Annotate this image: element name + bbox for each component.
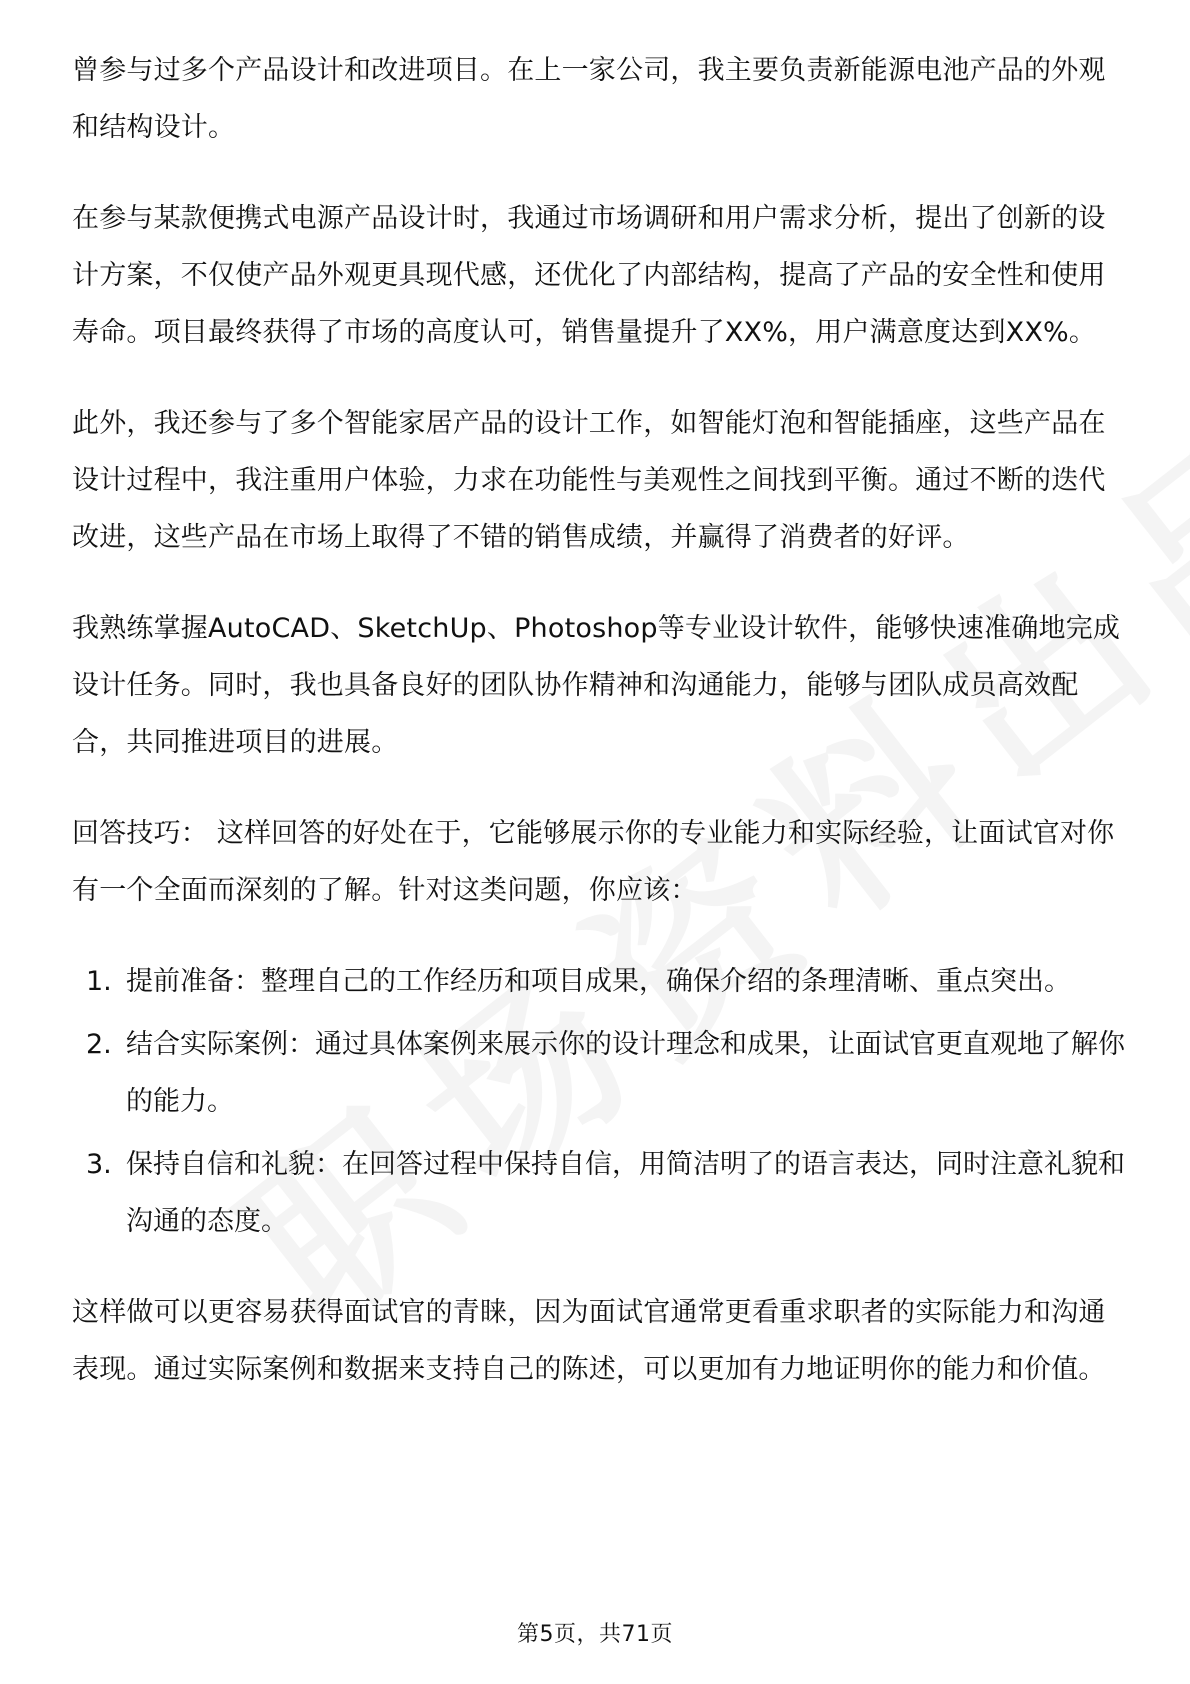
paragraph-experience-intro: 曾参与过多个产品设计和改进项目。在上一家公司，我主要负责新能源电池产品的外观和结构设计。: [72, 55, 1106, 143]
list-item-text: 保持自信和礼貌：在回答过程中保持自信，用简洁明了的语言表达，同时注意礼貌和沟通的态度。: [126, 1149, 1125, 1237]
list-item-text: 提前准备：整理自己的工作经历和项目成果，确保介绍的条理清晰、重点突出。: [126, 966, 1071, 997]
paragraph-conclusion: 这样做可以更容易获得面试官的青睐，因为面试官通常更看重求职者的实际能力和沟通表现。通过实际案例和数据来支持自己的陈述，可以更加有力地证明你的能力和价值。: [72, 1297, 1106, 1385]
list-item: [72, 953, 1128, 1010]
list-item-number: 2.: [86, 1029, 112, 1060]
paragraph-smart-home-projects: 此外，我还参与了多个智能家居产品的设计工作，如智能灯泡和智能插座，这些产品在设计过程中，我注重用户体验，力求在功能性与美观性之间找到平衡。通过不断的迭代改进，这些产品在市场上取得了不错的销售成绩，并赢得了消费者的好评。: [72, 408, 1106, 553]
page-number-footer: 第5页，共71页: [517, 1622, 673, 1647]
list-item: [72, 1136, 1128, 1250]
document-body: [72, 42, 1128, 1432]
paragraph-software-skills: 我熟练掌握AutoCAD、SketchUp、Photoshop等专业设计软件，能够快速准确地完成设计任务。同时，我也具备良好的团队协作精神和沟通能力，能够与团队成员高效配合，共同推进项目的进展。: [72, 613, 1121, 758]
paragraph-portable-power-project: 在参与某款便携式电源产品设计时，我通过市场调研和用户需求分析，提出了创新的设计方案，不仅使产品外观更具现代感，还优化了内部结构，提高了产品的安全性和使用寿命。项目最终获得了市场的高度认可，销售量提升了XX%，用户满意度达到XX%。: [72, 203, 1106, 348]
list-item: [72, 1016, 1128, 1130]
tips-list: [72, 953, 1128, 1250]
list-item-number: 3.: [86, 1149, 112, 1180]
list-item-text: 结合实际案例：通过具体案例来展示你的设计理念和成果，让面试官更直观地了解你的能力。: [126, 1029, 1125, 1117]
list-item-number: 1.: [86, 966, 112, 997]
paragraph-answer-tips: 回答技巧： 这样回答的好处在于，它能够展示你的专业能力和实际经验，让面试官对你有一个全面而深刻的了解。针对这类问题，你应该：: [72, 818, 1115, 906]
